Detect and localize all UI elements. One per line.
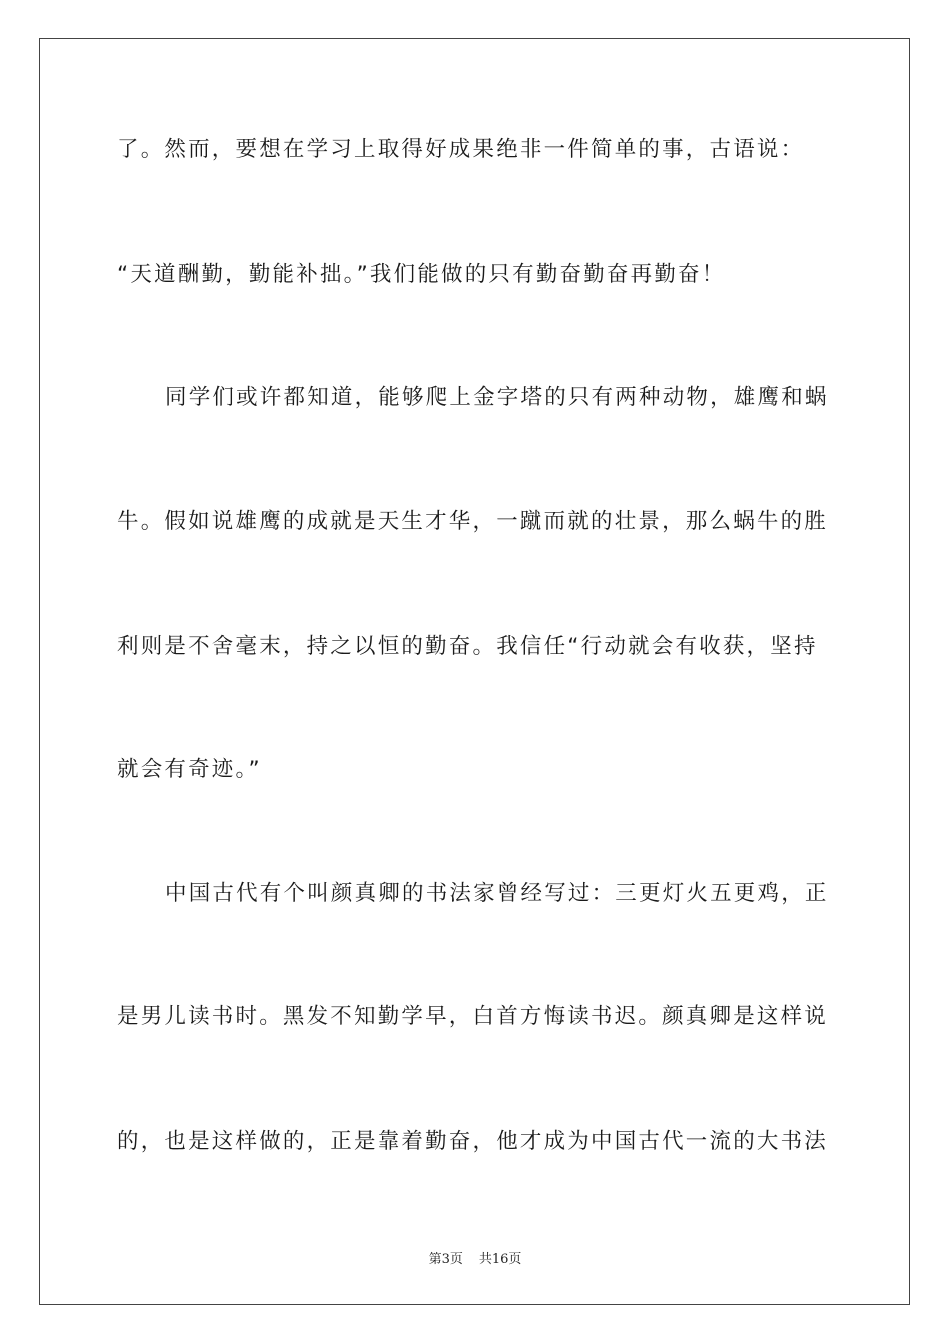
page-footer — [0, 1248, 950, 1267]
paragraph-start-line: 同学们或许都知道，能够爬上金字塔的只有两种动物，雄鹰和蜗 — [165, 385, 829, 410]
text-line: 利则是不舍毫末，持之以恒的勤奋。我信任“行动就会有收获，坚持 — [117, 634, 818, 659]
text-line: 的，也是这样做的，正是靠着勤奋，他才成为中国古代一流的大书法 — [117, 1129, 829, 1154]
page-border — [39, 38, 910, 1305]
page-number: 第3页 — [428, 1252, 463, 1267]
page-total: 共16页 — [478, 1252, 522, 1267]
text-line: 了。然而，要想在学习上取得好成果绝非一件简单的事，古语说： — [117, 137, 805, 162]
paragraph-start-line: 中国古代有个叫颜真卿的书法家曾经写过：三更灯火五更鸡，正 — [165, 881, 829, 906]
text-line: 牛。假如说雄鹰的成就是天生才华，一蹴而就的壮景，那么蜗牛的胜 — [117, 509, 829, 534]
text-line: 是男儿读书时。黑发不知勤学早，白首方悔读书迟。颜真卿是这样说 — [117, 1004, 829, 1029]
text-line: 就会有奇迹。” — [117, 757, 262, 782]
text-line: “天道酬勤，勤能补拙。”我们能做的只有勤奋勤奋再勤奋！ — [117, 262, 726, 287]
